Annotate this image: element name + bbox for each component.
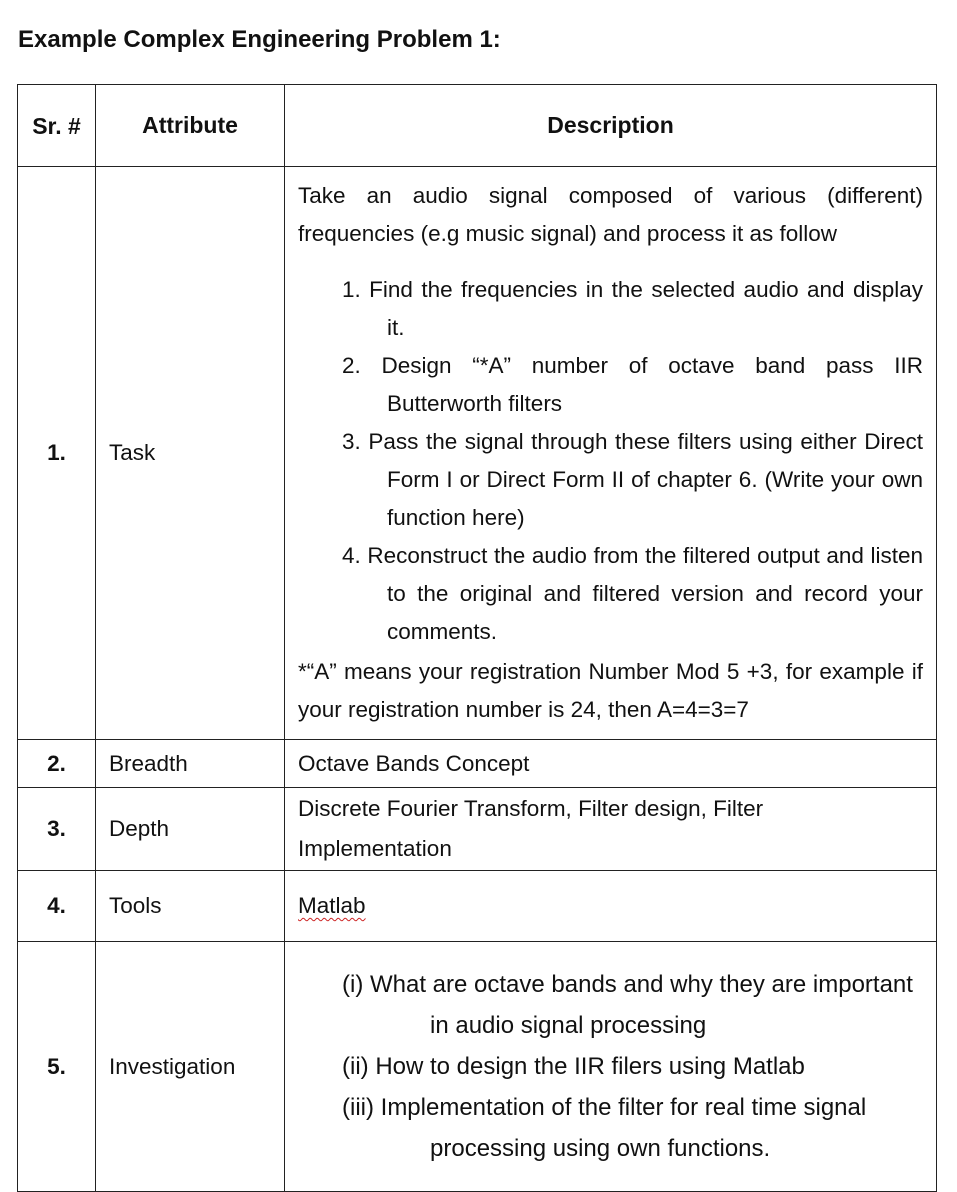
table-row-investigation: [18, 942, 937, 1192]
header-sr-no: Sr. #: [18, 85, 96, 167]
header-description: Description: [285, 85, 937, 167]
row-attribute: Breadth: [96, 740, 285, 788]
row-description: Octave Bands Concept: [285, 740, 937, 788]
header-row: [18, 85, 937, 167]
page-title: Example Complex Engineering Problem 1:: [18, 26, 501, 53]
row-number: 1.: [18, 167, 96, 740]
task-step: 3. Pass the signal through these filters using either Direct Form I or Direct Form II of chapter 6. (Write your own function here): [342, 429, 923, 530]
task-step: 1. Find the frequencies in the selected audio and display it.: [342, 277, 923, 340]
investigation-item: (i) What are octave bands and why they are important in audio signal processing: [342, 971, 913, 1039]
table-row-tools: [18, 871, 937, 942]
row-description: [285, 871, 937, 942]
table-row-breadth: [18, 740, 937, 788]
investigation-item: (iii) Implementation of the filter for real time signal processing using own functions.: [342, 1094, 867, 1162]
row-description: [285, 167, 937, 740]
table-row-task: [18, 167, 937, 740]
task-intro: Take an audio signal composed of various (different) frequencies (e.g music signal) and process it as follow: [298, 183, 923, 246]
row-description: [285, 942, 937, 1192]
investigation-list: [298, 964, 923, 1169]
row-attribute: Depth: [96, 788, 285, 871]
task-note: *“A” means your registration Number Mod 5 +3, for example if your registration number is 24, then A=4=3=7: [298, 659, 923, 722]
row-number: 3.: [18, 788, 96, 871]
row-attribute: Investigation: [96, 942, 285, 1192]
row-attribute: Tools: [96, 871, 285, 942]
problem-table: [17, 84, 937, 1192]
task-steps: [298, 271, 923, 651]
tools-value: Matlab: [298, 893, 366, 918]
task-step: 2. Design “*A” number of octave band pass IIR Butterworth filters: [342, 353, 923, 416]
row-attribute: Task: [96, 167, 285, 740]
investigation-item: (ii) How to design the IIR filers using Matlab: [342, 1053, 805, 1080]
header-attribute: Attribute: [96, 85, 285, 167]
row-description: Discrete Fourier Transform, Filter design, Filter Implementation: [285, 788, 937, 871]
table-row-depth: [18, 788, 937, 871]
row-number: 2.: [18, 740, 96, 788]
row-number: 4.: [18, 871, 96, 942]
row-number: 5.: [18, 942, 96, 1192]
task-step: 4. Reconstruct the audio from the filtered output and listen to the original and filtered version and record your comments.: [342, 543, 923, 644]
